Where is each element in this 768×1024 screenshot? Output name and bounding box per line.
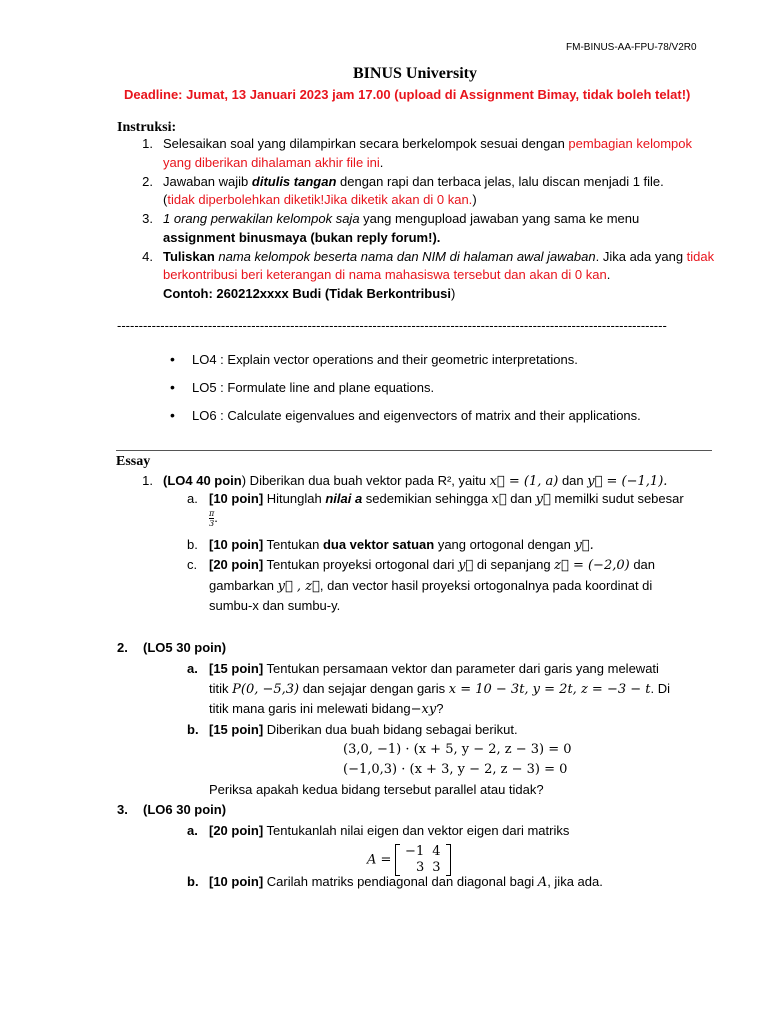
instruction-3-line-1: 1 orang perwakilan kelompok saja yang mengupload jawaban yang sama ke menu [163, 211, 640, 226]
q1c-line-3: sumbu-x dan sumbu-y. [209, 598, 341, 613]
q2a-line-3: titik mana garis ini melewati bidang−xy? [209, 701, 444, 717]
q1a-line-2: $\frac{\pi}{3}$ . [209, 509, 218, 528]
instruction-3-line-2: assignment binusmaya (bukan reply forum!). [163, 230, 441, 245]
q1c-line-2: gambarkan y⃗ , z⃗, dan vector hasil proyeksi ortogonalnya pada koordinat di [209, 578, 653, 594]
plane-equation-2: (−1,0,3) · (x + 3, y − 2, z − 3) = 0 [343, 762, 568, 777]
q1c-line-1: [20 poin] Tentukan proyeksi ortogonal dari y⃗ di sepanjang z⃗ = (−2,0) dan [209, 557, 656, 573]
q1-lead: (LO4 40 poin) Diberikan dua buah vektor pada R², yaitu x⃗ = (1, a) dan y⃗ = (−1,1). [163, 473, 668, 489]
q1a-line-1: [10 poin] Hitunglah nilai a sedemikian sehingga x⃗ dan y⃗ memilki sudut sebesar [209, 491, 684, 507]
pi-over-3-fraction: $\frac{\pi}{3}$ [209, 509, 215, 528]
instruction-1-line-1: Selesaikan soal yang dilampirkan secara berkelompok sesuai dengan pembagian kelompok [163, 136, 692, 151]
essay-heading: Essay [116, 454, 151, 469]
section-divider [116, 450, 712, 451]
q1b-line: [10 poin] Tentukan dua vektor satuan yang ortogonal dengan y⃗. [209, 537, 594, 553]
instruction-4-line-2: berkontribusi beri keterangan di nama mahasiswa tersebut dan akan di 0 kan. [163, 267, 611, 282]
university-title: BINUS University [352, 65, 477, 82]
instruction-1-line-2: yang diberikan dihalaman akhir file ini. [163, 155, 384, 170]
q2a-line-1: [15 poin] Tentukan persamaan vektor dan parameter dari garis yang melewati [209, 661, 659, 676]
instruction-4-line-3: Contoh: 260212xxxx Budi (Tidak Berkontribusi) [163, 286, 456, 301]
plane-equation-1: (3,0, −1) · (x + 5, y − 2, z − 3) = 0 [343, 742, 572, 757]
q2a-line-2: titik P(0, −5,3) dan sejajar dengan garis x = 10 − 3t, y = 2t, z = −3 − t. Di [209, 681, 670, 697]
dashed-separator: ------------------------------------------------------------------------------------------------------------------------------- [117, 318, 667, 333]
matrix-A: A = −1 4 3 3 [367, 844, 451, 876]
instructions-heading: Instruksi: [117, 120, 177, 135]
q3b-line: [10 poin] Carilah matriks pendiagonal dan diagonal bagi A, jika ada. [209, 874, 603, 890]
q3a-line: [20 poin] Tentukanlah nilai eigen dan vektor eigen dari matriks [209, 823, 570, 838]
matrix-brackets: −1 4 3 3 [395, 844, 450, 876]
instruction-4-line-1: Tuliskan nama kelompok beserta nama dan NIM di halaman awal jawaban. Jika ada yang tidak [163, 249, 715, 264]
deadline: Deadline: Jumat, 13 Januari 2023 jam 17.00 (upload di Assignment Bimay, tidak boleh telat!) [124, 87, 691, 102]
form-code: FM-BINUS-AA-FPU-78/V2R0 [566, 42, 697, 53]
instruction-2-line-2: (tidak diperbolehkan diketik!Jika diketik akan di 0 kan.) [163, 192, 477, 207]
q2b-line-1: [15 poin] Diberikan dua buah bidang sebagai berikut. [209, 722, 518, 737]
q2b-question: Periksa apakah kedua bidang tersebut parallel atau tidak? [209, 782, 544, 797]
instruction-2-line-1: Jawaban wajib ditulis tangan dengan rapi dan terbaca jelas, lalu discan menjadi 1 file. [163, 174, 664, 189]
